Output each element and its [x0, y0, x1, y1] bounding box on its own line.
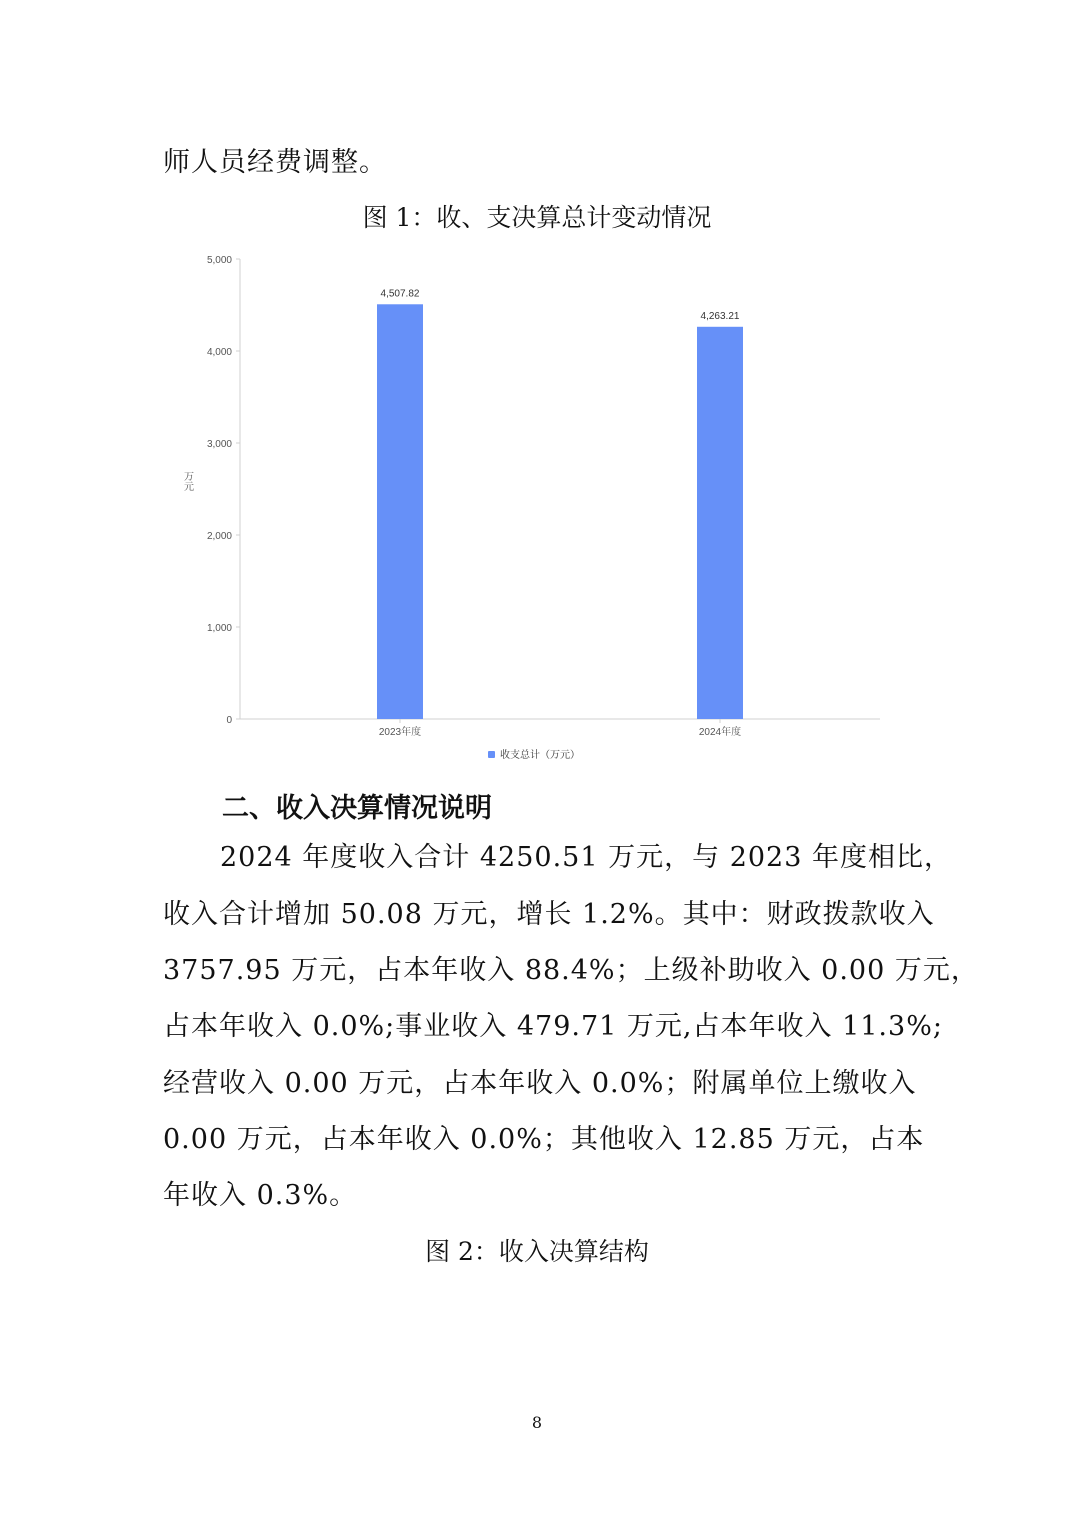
section2-heading: 二、收入决算情况说明: [222, 793, 492, 824]
y-tick-label: 5,000: [206, 255, 232, 266]
text-line-top: 师人员经费调整。: [163, 147, 387, 178]
y-axis-label-char: 万: [184, 472, 194, 483]
bar-data-label: 4,507.82: [380, 288, 420, 300]
legend-swatch: [488, 751, 495, 758]
y-tick-label: 4,000: [206, 347, 232, 358]
x-tick-label: 2023年度: [378, 727, 422, 738]
legend-label: 收支总计（万元）: [500, 750, 580, 761]
y-tick-label: 1,000: [206, 623, 232, 634]
paragraph-line: 经营收入 0.00 万元，占本年收入 0.0%；附属单位上缴收入: [163, 1068, 917, 1099]
bar-data-label: 4,263.21: [700, 310, 740, 322]
x-tick-label: 2024年度: [698, 727, 742, 738]
y-tick-label: 3,000: [206, 439, 232, 450]
paragraph-line: 0.00 万元，占本年收入 0.0%；其他收入 12.85 万元，占本: [163, 1124, 925, 1155]
paragraph-line: 收入合计增加 50.08 万元，增长 1.2%。其中：财政拨款收入: [163, 899, 935, 930]
y-tick-label: 0: [226, 715, 232, 726]
figure1-caption: 图 1：收、支决算总计变动情况: [362, 203, 712, 232]
y-axis-label-char: 元: [184, 482, 194, 493]
bar: [377, 304, 423, 719]
paragraph-line: 2024 年度收入合计 4250.51 万元，与 2023 年度相比，: [220, 842, 952, 873]
paragraph-line: 年收入 0.3%。: [163, 1180, 358, 1211]
y-tick-label: 2,000: [206, 531, 232, 542]
figure2-caption: 图 2：收入决算结构: [425, 1237, 649, 1266]
paragraph-line: 3757.95 万元，占本年收入 88.4%；上级补助收入 0.00 万元，: [163, 955, 979, 986]
bar: [697, 327, 743, 719]
paragraph-line: 占本年收入 0.0%;事业收入 479.71 万元,占本年收入 11.3%;: [163, 1011, 943, 1042]
page-number: 8: [531, 1413, 543, 1432]
